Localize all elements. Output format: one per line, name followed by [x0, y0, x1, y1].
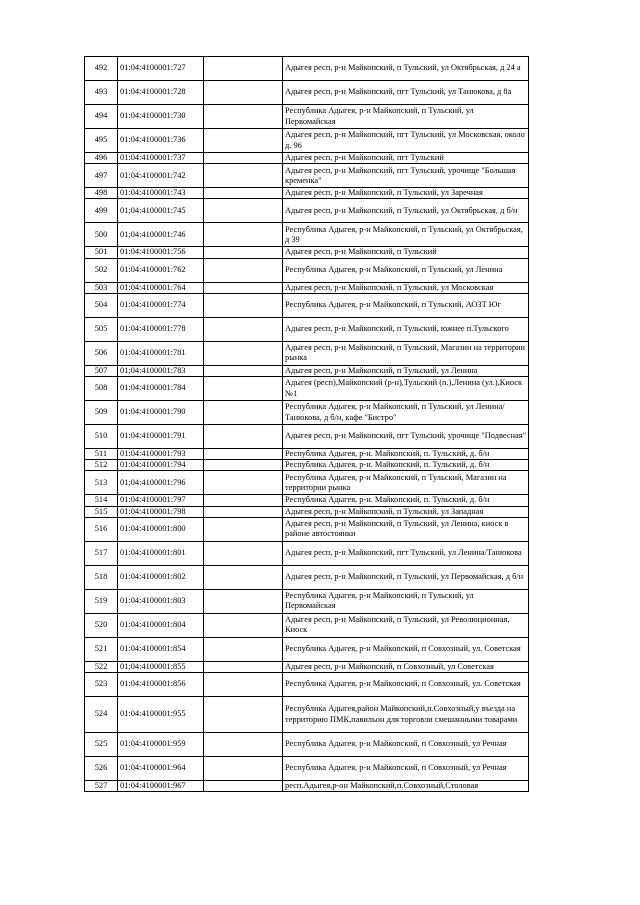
cadastral-number: 01:04:4100001:783 [118, 365, 204, 376]
address-cell: Республика Адыгея, р-н Майкопский, п Тульский, Магазин на территории рынка [283, 471, 529, 495]
cadastral-number: 01:04:4100001:745 [118, 199, 204, 223]
table-row [85, 517, 529, 541]
row-number: 498 [85, 188, 118, 199]
cadastral-number: 01:04:4100001:854 [118, 637, 204, 661]
empty-cell [204, 673, 283, 697]
cadastral-number: 01:04:4100001:781 [118, 341, 204, 365]
address-cell: Адыгея (респ),Майкопский (р-н),Тульский (п.),Ленина (ул.),Киоск №1 [283, 377, 529, 401]
cadastral-number: 01:04:4100001:955 [118, 697, 204, 733]
row-number: 506 [85, 341, 118, 365]
row-number: 526 [85, 757, 118, 781]
table-row [85, 589, 529, 613]
empty-cell [204, 317, 283, 341]
address-cell: Адыгея респ, р-н Майкопский, пгт Тульский [283, 153, 529, 164]
row-number: 493 [85, 81, 118, 105]
table-row [85, 105, 529, 129]
address-cell: Адыгея респ, р-н Майкопский, пгт Тульский, ул Танюкова, д 8а [283, 81, 529, 105]
row-number: 503 [85, 282, 118, 293]
table-row [85, 449, 529, 460]
address-cell: Республика Адыгея, р-н Майкопский, п Тульский, ул Первомайская [283, 105, 529, 129]
row-number: 502 [85, 258, 118, 282]
row-number: 511 [85, 449, 118, 460]
empty-cell [204, 589, 283, 613]
row-number: 494 [85, 105, 118, 129]
cadastral-number: 01:04:4100001:727 [118, 57, 204, 81]
row-number: 524 [85, 697, 118, 733]
empty-cell [204, 661, 283, 672]
address-cell: Республика Адыгея, р-н. Майкопский, п. Тульский, д. б/н [283, 460, 529, 471]
address-cell: Адыгея респ, р-н Майкопский, п Совхозный, ул Советская [283, 661, 529, 672]
empty-cell [204, 565, 283, 589]
row-number: 499 [85, 199, 118, 223]
address-cell: Адыгея респ, р-н Майкопский, п Тульский, ул Заречная [283, 188, 529, 199]
empty-cell [204, 223, 283, 247]
address-cell: Республика Адыгея, р-н Майкопский, п Совхозный, ул. Советская [283, 673, 529, 697]
address-cell: Адыгея респ, р-н Майкопский, п Тульский, ул Октябрьская, д 24 а [283, 57, 529, 81]
cadastral-number: 01:04:4100001:804 [118, 613, 204, 637]
row-number: 505 [85, 317, 118, 341]
empty-cell [204, 541, 283, 565]
table-row [85, 129, 529, 153]
table-row [85, 541, 529, 565]
empty-cell [204, 613, 283, 637]
cadastral-number: 01:04:4100001:803 [118, 589, 204, 613]
table-row [85, 341, 529, 365]
address-cell: Адыгея респ, р-н Майкопский, п Тульский, ул Московская [283, 282, 529, 293]
empty-cell [204, 506, 283, 517]
row-number: 510 [85, 425, 118, 449]
row-number: 521 [85, 637, 118, 661]
address-cell: респ.Адыгея,р-он Майкопский,п.Совхозный,Столовая [283, 781, 529, 792]
empty-cell [204, 282, 283, 293]
row-number: 516 [85, 517, 118, 541]
row-number: 512 [85, 460, 118, 471]
table-row [85, 495, 529, 506]
address-cell: Адыгея респ, р-н Майкопский, п Тульский, ул Первомайская, д б/н [283, 565, 529, 589]
table-row [85, 781, 529, 792]
row-number: 518 [85, 565, 118, 589]
table-row [85, 757, 529, 781]
empty-cell [204, 517, 283, 541]
cadastral-number: 01:04:4100001:794 [118, 460, 204, 471]
cadastral-number: 01:04:4100001:756 [118, 247, 204, 258]
cadastral-number: 01:04:4100001:764 [118, 282, 204, 293]
empty-cell [204, 460, 283, 471]
address-cell: Адыгея респ, р-н Майкопский, п Тульский [283, 247, 529, 258]
row-number: 495 [85, 129, 118, 153]
cadastral-number: 01:04:4100001:802 [118, 565, 204, 589]
empty-cell [204, 341, 283, 365]
address-cell: Адыгея респ, р-н Майкопский, пгт Тульский, урочище "Большая кременка" [283, 164, 529, 188]
cadastral-number: 01:04:4100001:790 [118, 401, 204, 425]
cadastral-number: 01:04:4100001:746 [118, 223, 204, 247]
address-cell: Республика Адыгея, р-н. Майкопский, п. Тульский, д. б/н [283, 449, 529, 460]
address-cell: Республика Адыгея, р-н Майкопский, п Тульский, ул Ленина/Танюкова, д б/н, кафе "Бистро" [283, 401, 529, 425]
empty-cell [204, 365, 283, 376]
address-cell: Республика Адыгея, р-н Майкопский, п Тульский, ул Октябрьская, д 39 [283, 223, 529, 247]
address-cell: Адыгея респ, р-н Майкопский, п Тульский, Магазин на территории рынка [283, 341, 529, 365]
table-row [85, 153, 529, 164]
table-row [85, 471, 529, 495]
empty-cell [204, 199, 283, 223]
address-cell: Республика Адыгея, р-н Майкопский, п Тульский, ул Первомайская [283, 589, 529, 613]
empty-cell [204, 377, 283, 401]
cadastral-number: 01:04:4100001:728 [118, 81, 204, 105]
row-number: 504 [85, 293, 118, 317]
empty-cell [204, 247, 283, 258]
row-number: 497 [85, 164, 118, 188]
address-cell: Адыгея респ, р-н Майкопский, п Тульский, ул Октябрьская, д б/н [283, 199, 529, 223]
cadastral-table [84, 56, 529, 792]
cadastral-number: 01:04:4100001:774 [118, 293, 204, 317]
empty-cell [204, 153, 283, 164]
row-number: 508 [85, 377, 118, 401]
empty-cell [204, 293, 283, 317]
address-cell: Адыгея респ, р-н Майкопский, п Тульский, ул Ленина [283, 365, 529, 376]
empty-cell [204, 81, 283, 105]
row-number: 525 [85, 733, 118, 757]
address-cell: Республика Адыгея, р-н. Майкопский, п. Тульский, д. б/н [283, 495, 529, 506]
table-row [85, 293, 529, 317]
row-number: 514 [85, 495, 118, 506]
cadastral-number: 01:04:4100001:742 [118, 164, 204, 188]
cadastral-number: 01:04:4100001:800 [118, 517, 204, 541]
empty-cell [204, 129, 283, 153]
empty-cell [204, 449, 283, 460]
row-number: 496 [85, 153, 118, 164]
empty-cell [204, 164, 283, 188]
table-row [85, 81, 529, 105]
empty-cell [204, 495, 283, 506]
address-cell: Республика Адыгея, р-н Майкопский, п Совхозный, ул Речная [283, 733, 529, 757]
row-number: 523 [85, 673, 118, 697]
cadastral-number: 01:04:4100001:959 [118, 733, 204, 757]
empty-cell [204, 258, 283, 282]
address-cell: Адыгея респ, р-н Майкопский, пгт Тульский, ул Московская, около д. 96 [283, 129, 529, 153]
row-number: 501 [85, 247, 118, 258]
table-row [85, 506, 529, 517]
cadastral-number: 01:04:4100001:791 [118, 425, 204, 449]
table-row [85, 637, 529, 661]
address-cell: Адыгея респ, р-н Майкопский, п Тульский, ул Ленина, киоск в районе автостоянки [283, 517, 529, 541]
cadastral-number: 01:04:4100001:743 [118, 188, 204, 199]
address-cell: Адыгея респ, р-н Майкопский, пгт Тульский, урочище "Подвесная" [283, 425, 529, 449]
table-row [85, 377, 529, 401]
address-cell: Республика Адыгея,район Майкопский,п.Совхозный,у въезда на территорию ПМК,павильон для торговли смешанными товарами [283, 697, 529, 733]
table-row [85, 613, 529, 637]
row-number: 522 [85, 661, 118, 672]
cadastral-number: 01:04:4100001:798 [118, 506, 204, 517]
cadastral-number: 01:04:4100001:778 [118, 317, 204, 341]
table-row [85, 401, 529, 425]
row-number: 513 [85, 471, 118, 495]
table-row [85, 661, 529, 672]
row-number: 500 [85, 223, 118, 247]
cadastral-number: 01:04:4100001:736 [118, 129, 204, 153]
table-row [85, 733, 529, 757]
table-row [85, 317, 529, 341]
empty-cell [204, 425, 283, 449]
row-number: 492 [85, 57, 118, 81]
table-row [85, 199, 529, 223]
address-cell: Республика Адыгея, р-н Майкопский, п Тульский, ул Ленина [283, 258, 529, 282]
cadastral-number: 01:04:4100001:762 [118, 258, 204, 282]
empty-cell [204, 637, 283, 661]
table-row [85, 673, 529, 697]
cadastral-number: 01:04:4100001:784 [118, 377, 204, 401]
table-row [85, 697, 529, 733]
table-row [85, 57, 529, 81]
empty-cell [204, 57, 283, 81]
empty-cell [204, 697, 283, 733]
table-row [85, 164, 529, 188]
row-number: 527 [85, 781, 118, 792]
table-row [85, 460, 529, 471]
cadastral-number: 01:04:4100001:967 [118, 781, 204, 792]
table-row [85, 188, 529, 199]
empty-cell [204, 105, 283, 129]
address-cell: Адыгея респ, р-н Майкопский, п Тульский, южнее п.Тульского [283, 317, 529, 341]
table-row [85, 425, 529, 449]
row-number: 517 [85, 541, 118, 565]
row-number: 515 [85, 506, 118, 517]
address-cell: Республика Адыгея, р-н Майкопский, п Тульский, АОЗТ Юг [283, 293, 529, 317]
address-cell: Адыгея респ, р-н Майкопский, пгт Тульский, ул Ленина/Танюкова [283, 541, 529, 565]
table-row [85, 223, 529, 247]
table-row [85, 565, 529, 589]
table-row [85, 258, 529, 282]
row-number: 520 [85, 613, 118, 637]
table-row [85, 247, 529, 258]
address-cell: Адыгея респ, р-н Майкопский, п Тульский, ул Революционная, Киоск [283, 613, 529, 637]
row-number: 519 [85, 589, 118, 613]
cadastral-number: 01:04:4100001:856 [118, 673, 204, 697]
table-row [85, 282, 529, 293]
cadastral-number: 01:04:4100001:964 [118, 757, 204, 781]
empty-cell [204, 401, 283, 425]
empty-cell [204, 471, 283, 495]
cadastral-number: 01:04:4100001:797 [118, 495, 204, 506]
cadastral-number: 01:04:4100001:796 [118, 471, 204, 495]
empty-cell [204, 757, 283, 781]
cadastral-number: 01:04:4100001:855 [118, 661, 204, 672]
empty-cell [204, 733, 283, 757]
cadastral-number: 01:04:4100001:801 [118, 541, 204, 565]
table-body [85, 57, 529, 792]
cadastral-number: 01:04:4100001:737 [118, 153, 204, 164]
address-cell: Республика Адыгея, р-н Майкопский, п Совхозный, ул. Советская [283, 637, 529, 661]
row-number: 507 [85, 365, 118, 376]
table-row [85, 365, 529, 376]
row-number: 509 [85, 401, 118, 425]
empty-cell [204, 188, 283, 199]
address-cell: Республика Адыгея, р-н Майкопский, п Совхозный, ул Речная [283, 757, 529, 781]
empty-cell [204, 781, 283, 792]
cadastral-number: 01:04:4100001:730 [118, 105, 204, 129]
cadastral-number: 01:04:4100001:793 [118, 449, 204, 460]
address-cell: Адыгея респ, р-н Майкопский, п Тульский, ул Западная [283, 506, 529, 517]
